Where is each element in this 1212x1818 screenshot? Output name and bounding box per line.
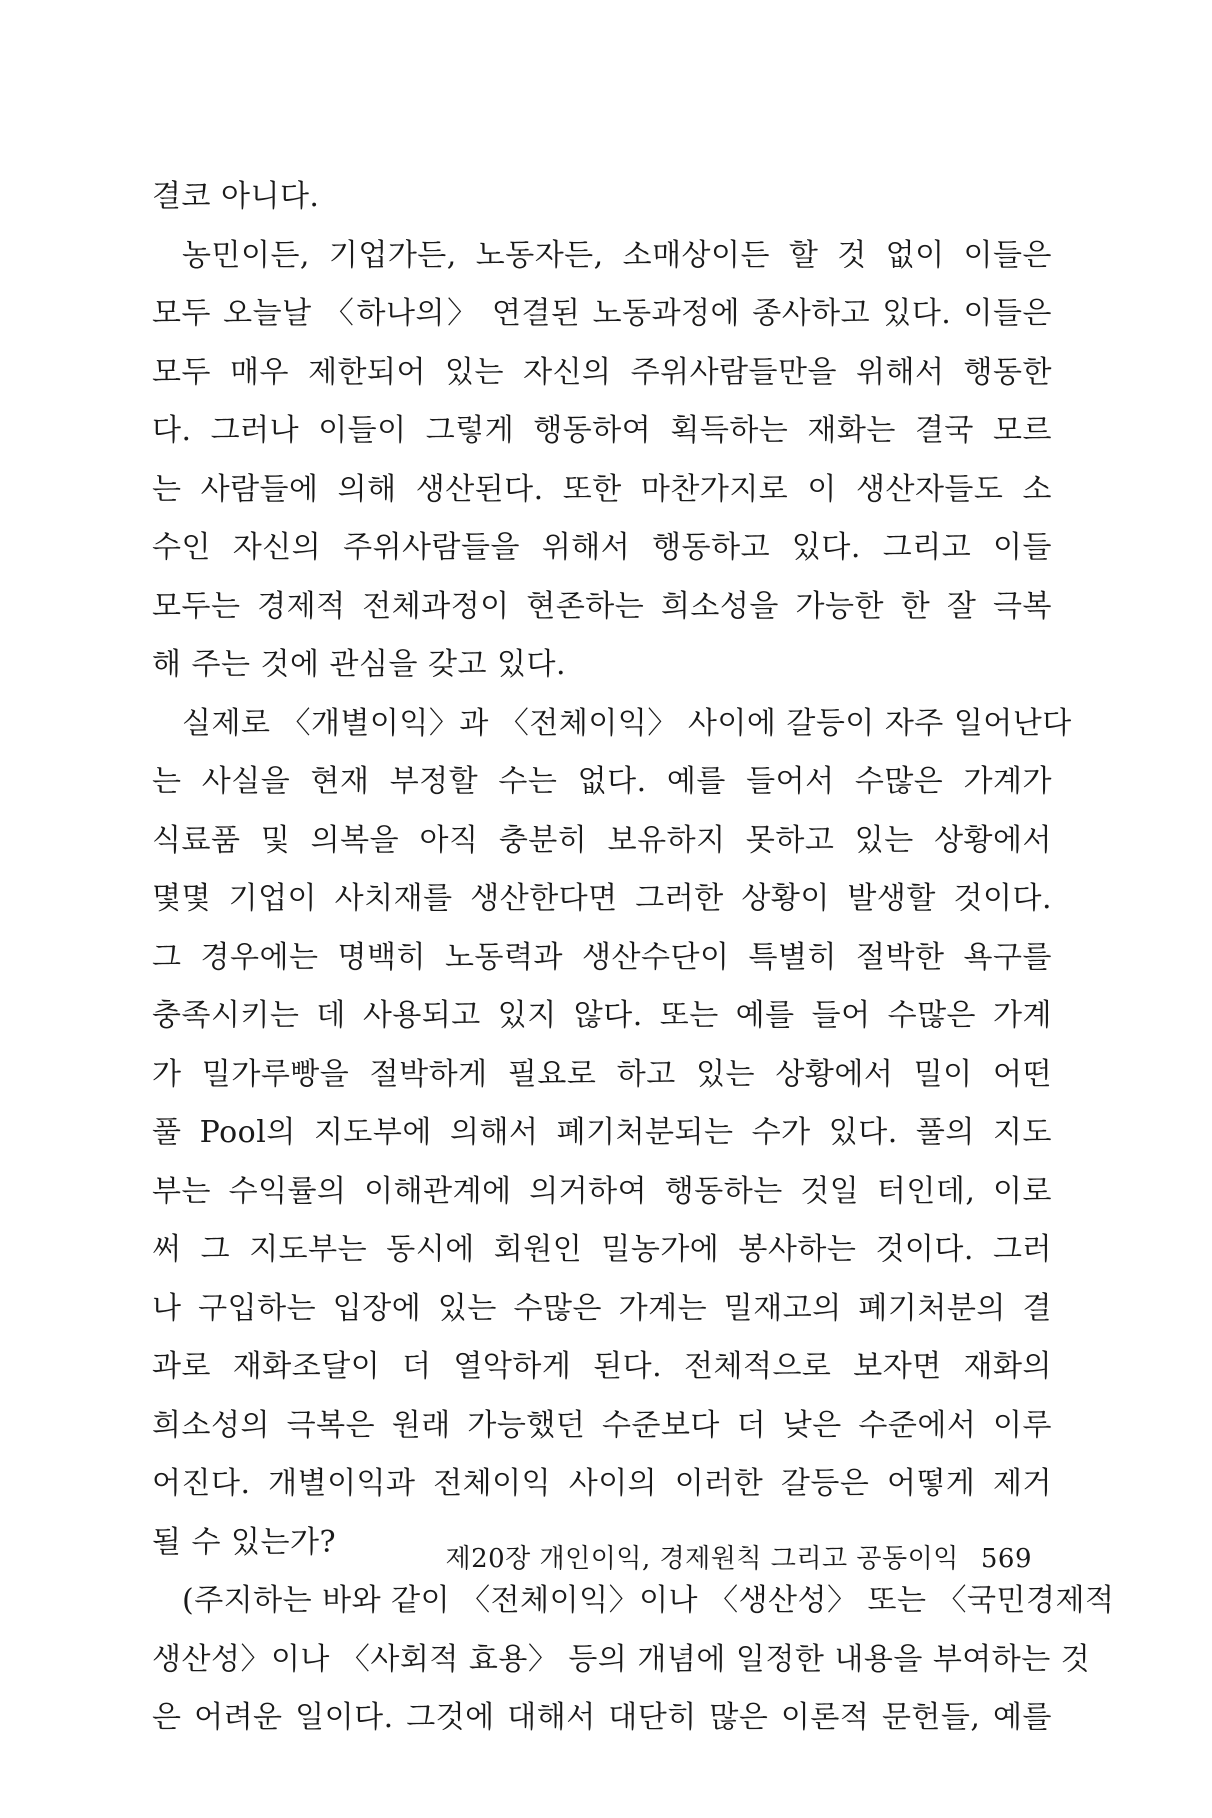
text-line: 과로 재화조달이 더 열악하게 된다. 전체적으로 보자면 재화의	[152, 1349, 1052, 1384]
text-line: 는 사람들에 의해 생산된다. 또한 마찬가지로 이 생산자들도 소	[152, 471, 1052, 507]
text-line: 가 밀가루빵을 절박하게 필요로 하고 있는 상황에서 밀이 어떤	[152, 1056, 1052, 1092]
page-footer	[445, 1538, 1032, 1575]
text-line: 풀 Pool의 지도부에 의해서 폐기처분되는 수가 있다. 풀의 지도	[152, 1115, 1052, 1150]
text-line: 수인 자신의 주위사람들을 위해서 행동하고 있다. 그리고 이들	[152, 530, 1052, 565]
text-line: 은 어려운 일이다. 그것에 대해서 대단히 많은 이론적 문헌들, 예를	[152, 1700, 1052, 1735]
text-line: 모두 오늘날 〈하나의〉 연결된 노동과정에 종사하고 있다. 이들은	[152, 296, 1052, 331]
text-line: 는 사실을 현재 부정할 수는 없다. 예를 들어서 수많은 가계가	[152, 764, 1052, 799]
text-line: 몇몇 기업이 사치재를 생산한다면 그러한 상황이 발생할 것이다.	[152, 881, 1052, 916]
text-line: (주지하는 바와 같이 〈전체이익〉이나 〈생산성〉 또는 〈국민경제적	[182, 1583, 1115, 1618]
text-line: 부는 수익률의 이해관계에 의거하여 행동하는 것일 터인데, 이로	[152, 1173, 1052, 1209]
text-line: 다. 그러나 이들이 그렇게 행동하여 획득하는 재화는 결국 모르	[152, 413, 1052, 448]
text-line: 모두 매우 제한되어 있는 자신의 주위사람들만을 위해서 행동한	[152, 354, 1052, 390]
page-number: 569	[980, 1544, 1032, 1574]
text-line: 어진다. 개별이익과 전체이익 사이의 이러한 갈등은 어떻게 제거	[152, 1466, 1052, 1501]
text-line: 실제로 〈개별이익〉과 〈전체이익〉 사이에 갈등이 자주 일어난다	[182, 705, 1072, 741]
text-line: 충족시키는 데 사용되고 있지 않다. 또는 예를 들어 수많은 가계	[152, 998, 1052, 1033]
text-line: 써 그 지도부는 동시에 회원인 밀농가에 봉사하는 것이다. 그러	[152, 1232, 1052, 1267]
text-line: 될 수 있는가?	[152, 1524, 337, 1560]
text-line: 희소성의 극복은 원래 가능했던 수준보다 더 낮은 수준에서 이루	[152, 1407, 1052, 1443]
text-line: 해 주는 것에 관심을 갖고 있다.	[152, 647, 566, 682]
body-text	[152, 168, 1115, 1748]
text-line: 생산성〉이나 〈사회적 효용〉 등의 개념에 일정한 내용을 부여하는 것	[152, 1641, 1091, 1677]
text-line: 나 구입하는 입장에 있는 수많은 가계는 밀재고의 폐기처분의 결	[152, 1290, 1052, 1326]
text-line: 그 경우에는 명백히 노동력과 생산수단이 특별히 절박한 욕구를	[152, 939, 1052, 975]
text-line: 결코 아니다.	[152, 179, 320, 214]
running-head: 제20장 개인이익, 경제원칙 그리고 공동이익	[445, 1544, 959, 1574]
text-line: 식료품 및 의복을 아직 충분히 보유하지 못하고 있는 상황에서	[152, 822, 1052, 858]
text-line: 농민이든, 기업가든, 노동자든, 소매상이든 할 것 없이 이들은	[182, 237, 1052, 273]
text-line: 모두는 경제적 전체과정이 현존하는 희소성을 가능한 한 잘 극복	[152, 588, 1052, 624]
